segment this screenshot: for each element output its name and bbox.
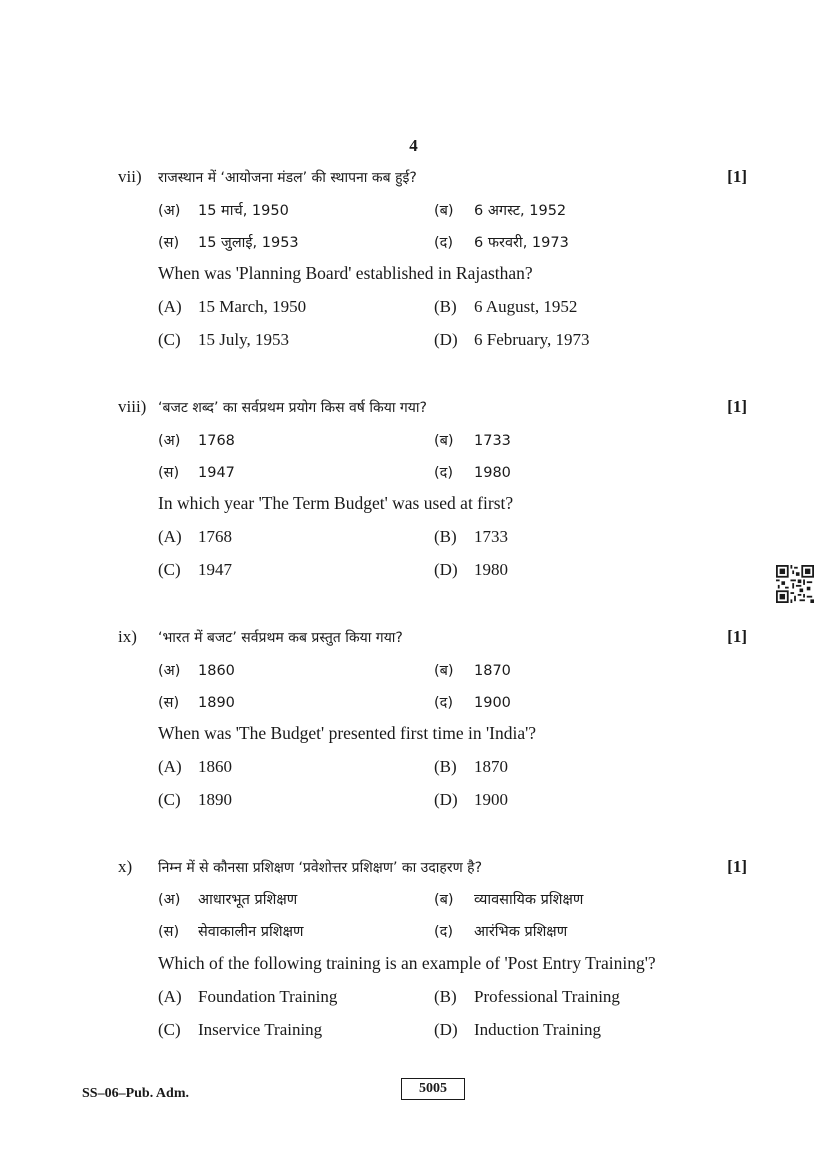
question-number: viii)	[118, 397, 147, 416]
option-english-b: (B) 1733	[434, 527, 508, 546]
option-english-d: (D) 1980	[434, 560, 508, 579]
question-number: x)	[118, 857, 133, 876]
question-header	[0, 397, 827, 423]
option-english-c: (C) Inservice Training	[158, 1020, 323, 1039]
question-text-english: When was 'The Budget' presented first time in 'India'?	[158, 723, 537, 743]
question-number: ix)	[118, 627, 137, 646]
question-marks: [1]	[727, 627, 747, 646]
question-header	[0, 857, 827, 883]
question-marks: [1]	[727, 167, 747, 186]
question-marks: [1]	[727, 397, 747, 416]
option-hindi-b: (ब) 6 अगस्ट, 1952	[434, 203, 567, 219]
option-hindi-d: (द) 6 फरवरी, 1973	[434, 235, 569, 251]
option-hindi-a: (अ) आधारभूत प्रशिक्षण	[158, 892, 298, 908]
option-english-b: (B) 6 August, 1952	[434, 297, 578, 316]
option-english-c: (C) 1890	[158, 790, 232, 809]
paper-code: SS–06–Pub. Adm.	[82, 1086, 189, 1101]
option-hindi-d: (द) 1900	[434, 695, 511, 711]
question-text-hindi: ‘भारत में बजट’ सर्वप्रथम कब प्रस्तुत किया गया?	[158, 630, 403, 646]
option-english-d: (D) Induction Training	[434, 1020, 602, 1039]
option-hindi-b: (ब) व्यावसायिक प्रशिक्षण	[434, 892, 584, 908]
question-header	[0, 627, 827, 653]
option-english-b: (B) 1870	[434, 757, 508, 776]
question-text-english: In which year 'The Term Budget' was used at first?	[158, 493, 514, 513]
option-hindi-c: (स) सेवाकालीन प्रशिक्षण	[158, 924, 304, 940]
option-hindi-b: (ब) 1733	[434, 433, 511, 449]
question-text-hindi: राजस्थान में ‘आयोजना मंडल’ की स्थापना कब हुई?	[158, 170, 417, 186]
qr-code-icon	[776, 565, 814, 603]
question-text-english: Which of the following training is an example of 'Post Entry Training'?	[158, 953, 656, 973]
question-header	[0, 167, 827, 193]
option-english-a: (A) 15 March, 1950	[158, 297, 307, 316]
question-number: vii)	[118, 167, 142, 186]
option-english-c: (C) 1947	[158, 560, 232, 579]
question-text-hindi: निम्न में से कौनसा प्रशिक्षण ‘प्रवेशोत्तर प्रशिक्षण’ का उदाहरण है?	[158, 860, 483, 876]
option-hindi-d: (द) 1980	[434, 465, 511, 481]
option-english-c: (C) 15 July, 1953	[158, 330, 289, 349]
question-text-english: When was 'Planning Board' established in Rajasthan?	[158, 263, 533, 283]
option-english-b: (B) Professional Training	[434, 987, 620, 1006]
option-english-a: (A) 1768	[158, 527, 232, 546]
option-hindi-c: (स) 1890	[158, 695, 235, 711]
option-english-d: (D) 1900	[434, 790, 508, 809]
option-english-d: (D) 6 February, 1973	[434, 330, 590, 349]
option-hindi-a: (अ) 1768	[158, 433, 235, 449]
footer-code-box: 5005	[401, 1078, 465, 1100]
option-hindi-c: (स) 1947	[158, 465, 235, 481]
page-number: 4	[409, 136, 418, 155]
option-hindi-d: (द) आरंभिक प्रशिक्षण	[434, 924, 568, 940]
option-hindi-a: (अ) 1860	[158, 663, 235, 679]
option-english-a: (A) 1860	[158, 757, 232, 776]
question-text-hindi: ‘बजट शब्द’ का सर्वप्रथम प्रयोग किस वर्ष किया गया?	[158, 400, 427, 416]
option-english-a: (A) Foundation Training	[158, 987, 338, 1006]
option-hindi-a: (अ) 15 मार्च, 1950	[158, 203, 289, 219]
option-hindi-b: (ब) 1870	[434, 663, 511, 679]
option-hindi-c: (स) 15 जुलाई, 1953	[158, 235, 299, 251]
question-marks: [1]	[727, 857, 747, 876]
